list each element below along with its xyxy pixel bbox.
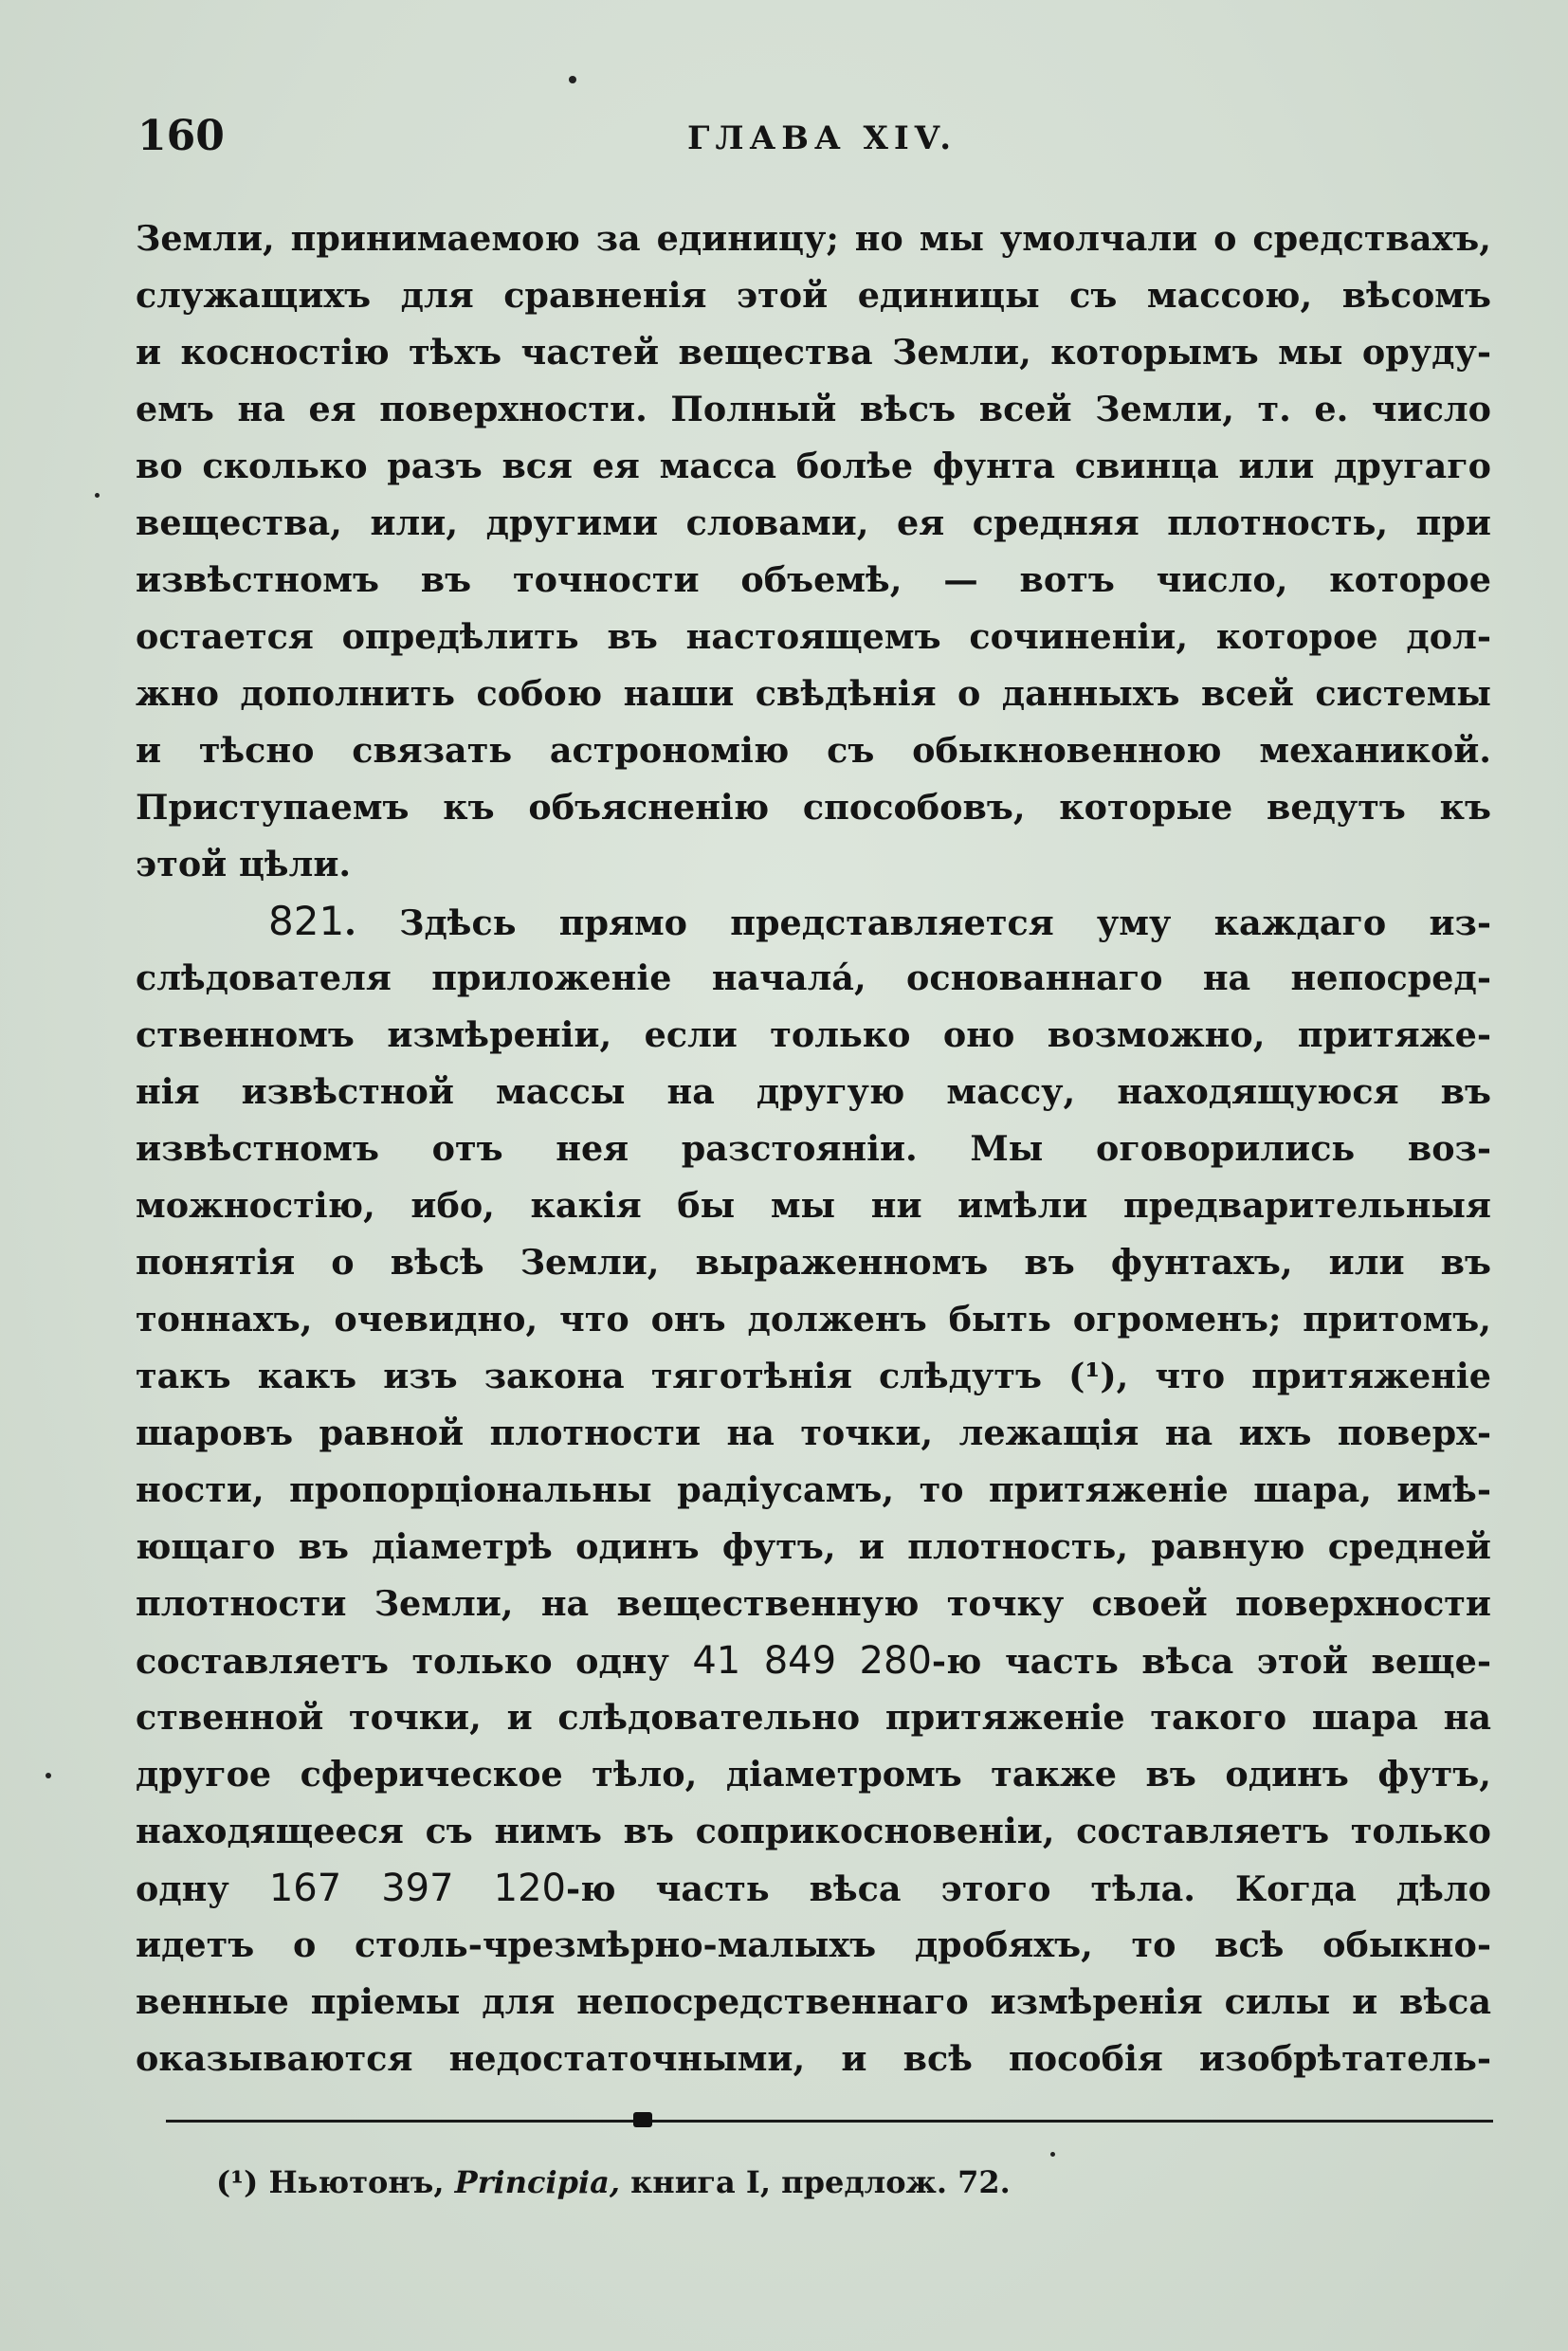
text-line: ственномъ измѣреніи, если только оно возможно, притяже- bbox=[136, 1014, 1491, 1055]
text-line: другое сферическое тѣло, діаметромъ также въ одинъ футъ, bbox=[136, 1754, 1491, 1795]
text-line: во сколько разъ вся ея масса болѣе фунта свинца или другаго bbox=[136, 446, 1491, 486]
text-line: вещества, или, другими словами, ея средняя плотность, при bbox=[136, 502, 1491, 543]
footnote-marker: (¹) bbox=[216, 2164, 259, 2200]
chapter-title: ГЛАВА XIV. bbox=[687, 119, 957, 157]
text-line: извѣстномъ въ точности объемѣ, — вотъ число, которое bbox=[136, 559, 1491, 600]
footnote-rule bbox=[166, 2120, 1493, 2123]
text-line: слѣдователя приложеніе начала́, основаннаго на непосред- bbox=[136, 957, 1491, 998]
text-line: остается опредѣлить въ настоящемъ сочиненіи, которое дол- bbox=[136, 616, 1491, 657]
text-line: идетъ о столь-чрезмѣрно-малыхъ дробяхъ, то всѣ обыкно- bbox=[136, 1924, 1491, 1965]
body-text bbox=[136, 210, 1491, 2087]
text-line: ности, пропорціональны радіусамъ, то притяженіе шара, имѣ- bbox=[136, 1469, 1491, 1510]
text-line: Приступаемъ къ объясненію способовъ, которые ведутъ къ bbox=[136, 787, 1491, 828]
paragraph-821-start bbox=[136, 893, 1491, 950]
text-line: и тѣсно связать астрономію съ обыкновенною механикой. bbox=[136, 730, 1491, 771]
text-line: оказываются недостаточными, и всѣ пособія изобрѣтатель- bbox=[136, 2038, 1491, 2079]
text-line: нія извѣстной массы на другую массу, находящуюся въ bbox=[136, 1071, 1491, 1112]
text-line: шаровъ равной плотности на точки, лежащія на ихъ поверх- bbox=[136, 1412, 1491, 1453]
text-line: венные пріемы для непосредственнаго измѣренія силы и вѣса bbox=[136, 1981, 1491, 2022]
footnote bbox=[216, 2164, 1011, 2200]
text-line-with-number bbox=[136, 1860, 1491, 1917]
text-line: жно дополнить собою наши свѣдѣнія о данныхъ всей системы bbox=[136, 673, 1491, 714]
footnote-work: Principia, bbox=[454, 2164, 621, 2200]
ink-speck bbox=[1050, 2152, 1055, 2157]
ink-speck bbox=[95, 493, 100, 498]
text-fragment: составляетъ только одну bbox=[136, 1641, 693, 1682]
text-line: ственной точки, и слѣдовательно притяженіе такого шара на bbox=[136, 1697, 1491, 1738]
text-line: понятія о вѣсѣ Земли, выраженномъ въ фунтахъ, или въ bbox=[136, 1242, 1491, 1283]
ink-speck bbox=[569, 76, 576, 83]
text-line: плотности Земли, на вещественную точку своей поверхности bbox=[136, 1583, 1491, 1624]
text-line: емъ на ея поверхности. Полный вѣсъ всей Земли, т. е. число bbox=[136, 389, 1491, 429]
text-line: Земли, принимаемою за единицу; но мы умолчали о средствахъ, bbox=[136, 218, 1491, 259]
text-line: можностію, ибо, какія бы мы ни имѣли предварительныя bbox=[136, 1185, 1491, 1226]
text-line: и косностію тѣхъ частей вещества Земли, которымъ мы оруду- bbox=[136, 332, 1491, 373]
paragraph-number: 821 bbox=[268, 898, 345, 944]
text-line: служащихъ для сравненія этой единицы съ массою, вѣсомъ bbox=[136, 275, 1491, 316]
fraction-number: 167 397 120 bbox=[268, 1867, 566, 1910]
footnote-author: Ньютонъ, bbox=[268, 2164, 445, 2200]
text-line: такъ какъ изъ закона тяготѣнія слѣдутъ (¹), что притяженіе bbox=[136, 1356, 1491, 1396]
ink-speck bbox=[46, 1773, 51, 1778]
text-line: извѣстномъ отъ нея разстояніи. Мы оговорились воз- bbox=[136, 1128, 1491, 1169]
fraction-number: 41 849 280 bbox=[692, 1639, 932, 1683]
footnote-reference: книга I, предлож. 72. bbox=[630, 2164, 1011, 2200]
text-line: тоннахъ, очевидно, что онъ долженъ быть огроменъ; притомъ, bbox=[136, 1299, 1491, 1340]
text-fragment: одну bbox=[136, 1868, 269, 1909]
text-line: ющаго въ діаметрѣ одинъ футъ, и плотность, равную средней bbox=[136, 1526, 1491, 1567]
text-fragment: -ю часть вѣса этого тѣла. Когда дѣло bbox=[565, 1868, 1491, 1909]
text-line: находящееся съ нимъ въ соприкосновеніи, составляетъ только bbox=[136, 1811, 1491, 1851]
ink-blot bbox=[633, 2112, 652, 2127]
text-line-with-number bbox=[136, 1632, 1491, 1689]
text-fragment: -ю часть вѣса этой веще- bbox=[931, 1641, 1491, 1682]
running-head bbox=[137, 112, 1493, 169]
text-line: этой цѣли. bbox=[136, 844, 352, 884]
page-number: 160 bbox=[137, 112, 225, 160]
text-fragment: . Здѣсь прямо представляется уму каждаго из- bbox=[344, 902, 1491, 943]
